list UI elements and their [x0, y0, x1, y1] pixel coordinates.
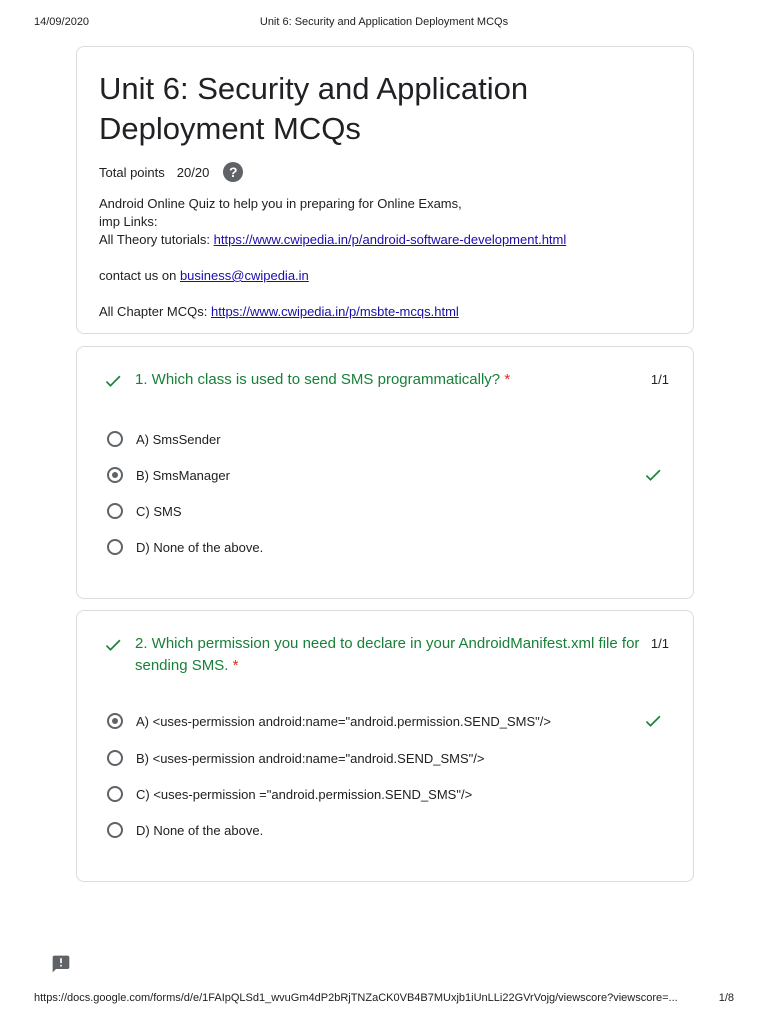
print-header: [34, 16, 734, 30]
radio-button[interactable]: [107, 786, 123, 802]
theory-tutorials-link[interactable]: https://www.cwipedia.in/p/android-software-development.html: [213, 232, 567, 247]
required-asterisk: *: [232, 657, 239, 674]
feedback-icon[interactable]: [50, 954, 72, 974]
option-label: D) None of the above.: [136, 539, 264, 555]
required-asterisk: *: [504, 371, 511, 388]
theory-label: All Theory tutorials:: [99, 232, 214, 247]
answer-option[interactable]: [107, 427, 663, 451]
description-line: [99, 231, 671, 249]
contact-email-link[interactable]: business@cwipedia.in: [179, 268, 309, 283]
option-label: C) SMS: [136, 503, 182, 519]
radio-button-selected[interactable]: [107, 467, 123, 483]
form-description: [99, 195, 671, 321]
question-score: 1/1: [650, 372, 669, 387]
radio-button[interactable]: [107, 822, 123, 838]
print-date: 14/09/2020: [34, 16, 90, 28]
question-card-2: [76, 610, 694, 882]
description-line: [99, 303, 671, 321]
answer-option[interactable]: [107, 535, 663, 559]
page-number: 1/8: [718, 992, 734, 1004]
description-line: imp Links:: [99, 214, 158, 229]
question-score: 1/1: [650, 636, 669, 651]
option-label: B) SmsManager: [136, 467, 230, 483]
check-icon: [103, 635, 123, 655]
answer-option[interactable]: [107, 709, 663, 733]
radio-button[interactable]: [107, 503, 123, 519]
chapter-mcqs-label: All Chapter MCQs:: [99, 304, 211, 319]
contact-label: contact us on: [99, 268, 180, 283]
option-label: B) <uses-permission android:name="android.SEND_SMS"/>: [136, 750, 485, 766]
check-icon: [643, 711, 663, 731]
answer-option[interactable]: [107, 818, 663, 842]
form-header-card: [76, 46, 694, 334]
question-text: 2. Which permission you need to declare in your AndroidManifest.xml file for sending SMS. *: [135, 635, 640, 674]
help-icon[interactable]: ?: [223, 162, 243, 182]
question-text: 1. Which class is used to send SMS programmatically? *: [135, 371, 511, 388]
option-label: D) None of the above.: [136, 822, 264, 838]
total-points-label: Total points: [99, 164, 165, 180]
answer-option[interactable]: [107, 782, 663, 806]
total-points-value: 20/20: [176, 164, 210, 180]
print-title: Unit 6: Security and Application Deployment MCQs: [259, 16, 509, 28]
option-label: C) <uses-permission ="android.permission.SEND_SMS"/>: [136, 786, 473, 802]
radio-button[interactable]: [107, 539, 123, 555]
answer-option[interactable]: [107, 746, 663, 770]
radio-button[interactable]: [107, 750, 123, 766]
chapter-mcqs-link[interactable]: https://www.cwipedia.in/p/msbte-mcqs.html: [210, 304, 459, 319]
description-line: Android Online Quiz to help you in preparing for Online Exams,: [99, 196, 462, 211]
total-points-row: [99, 161, 671, 183]
answer-option[interactable]: [107, 499, 663, 523]
form-title: Unit 6: Security and Application Deployment MCQs: [99, 71, 529, 146]
radio-button-selected[interactable]: [107, 713, 123, 729]
question-card-1: [76, 346, 694, 599]
radio-button[interactable]: [107, 431, 123, 447]
answer-option[interactable]: [107, 463, 663, 487]
option-label: A) SmsSender: [136, 431, 221, 447]
print-footer: [34, 992, 734, 1006]
print-url: https://docs.google.com/forms/d/e/1FAIpQLSd1_wvuGm4dP2bRjTNZaCK0VB4B7MUxjb1iUnLLi22GVrVojg/viewscore?viewscore=...: [34, 992, 678, 1004]
check-icon: [103, 371, 123, 391]
check-icon: [643, 465, 663, 485]
description-line: [99, 267, 671, 285]
option-label: A) <uses-permission android:name="android.permission.SEND_SMS"/>: [136, 713, 551, 729]
